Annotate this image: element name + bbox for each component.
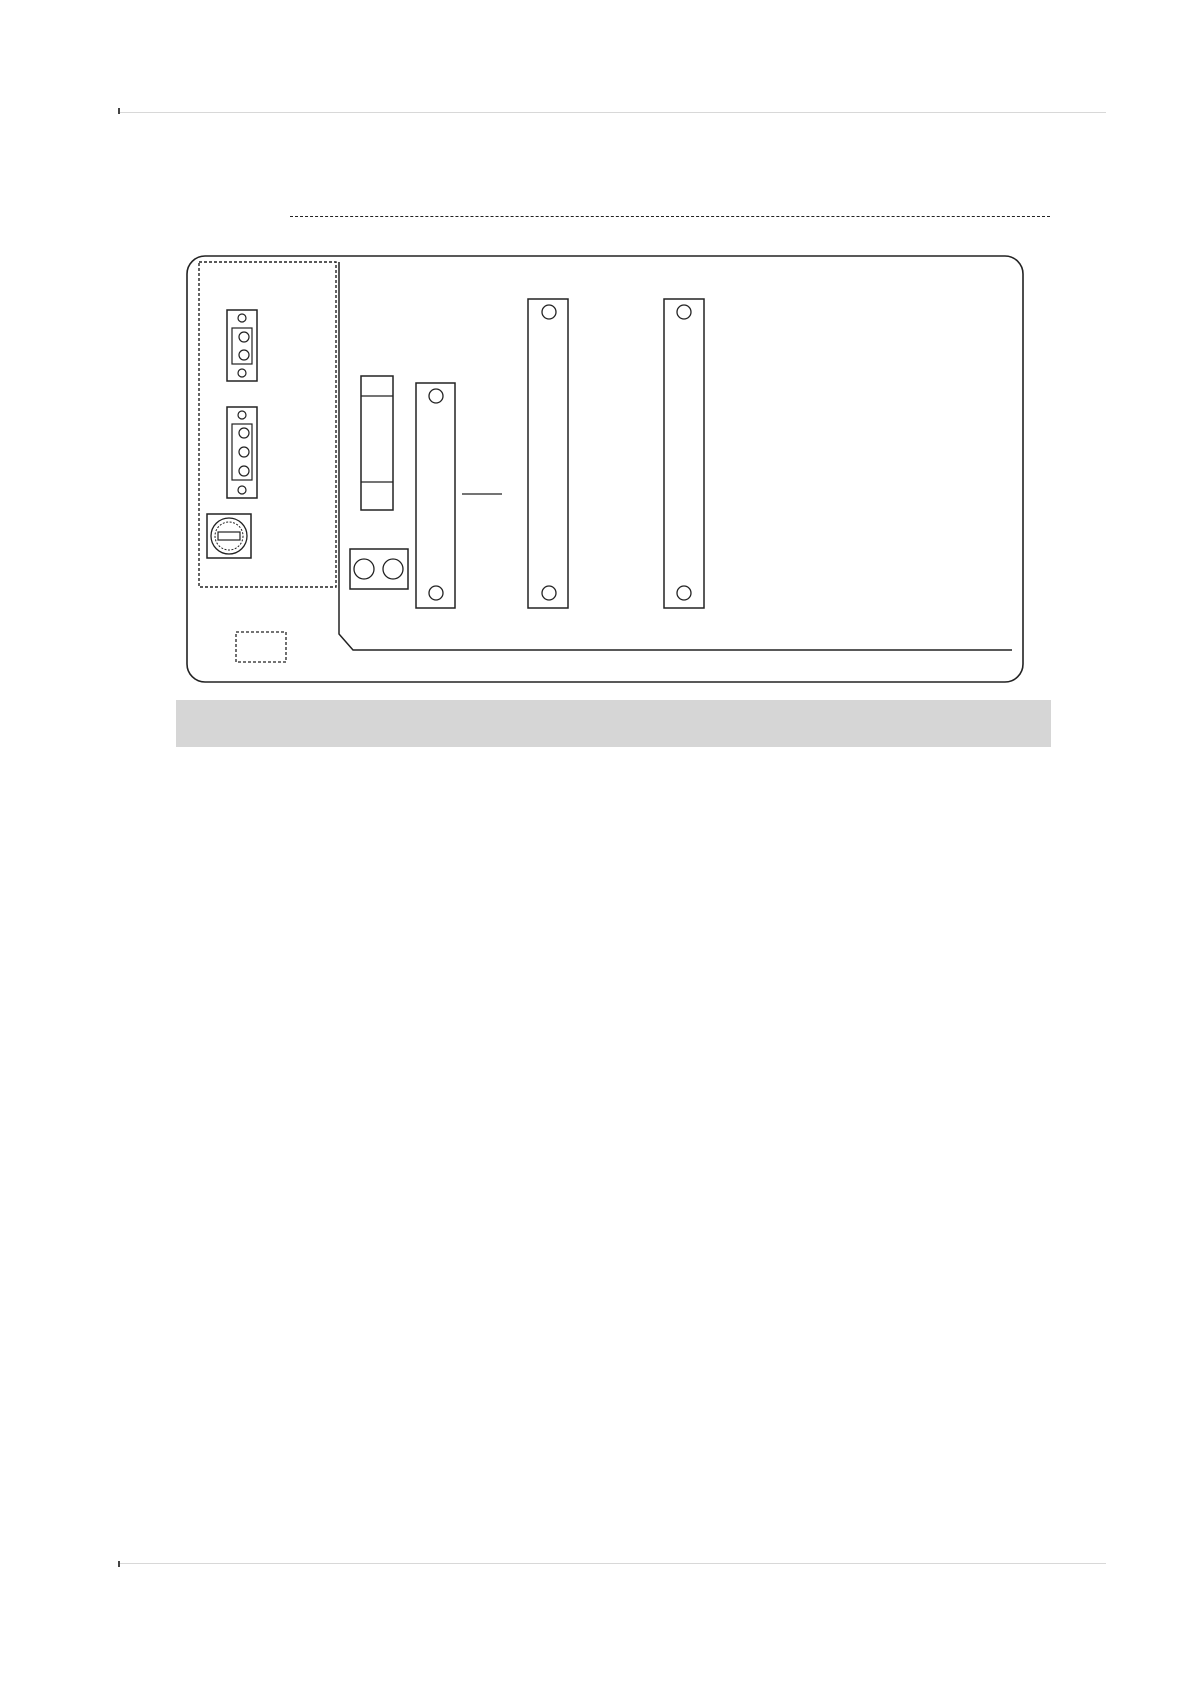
footer-rule-tick (118, 1561, 120, 1567)
footer-rule (118, 1563, 1106, 1564)
option-legend-box (236, 632, 286, 662)
p3-connector (528, 299, 568, 608)
p4-p9-connector (664, 299, 704, 608)
f2-fuse-holder (207, 514, 251, 558)
p1-in-connector (350, 549, 408, 589)
power-supply-box (199, 262, 336, 587)
mainboard-outline (339, 262, 1012, 650)
table-header-row (176, 700, 1051, 747)
diagram-frame (187, 256, 1023, 682)
p2-connector (416, 383, 455, 608)
wiring-diagram (0, 0, 1191, 700)
